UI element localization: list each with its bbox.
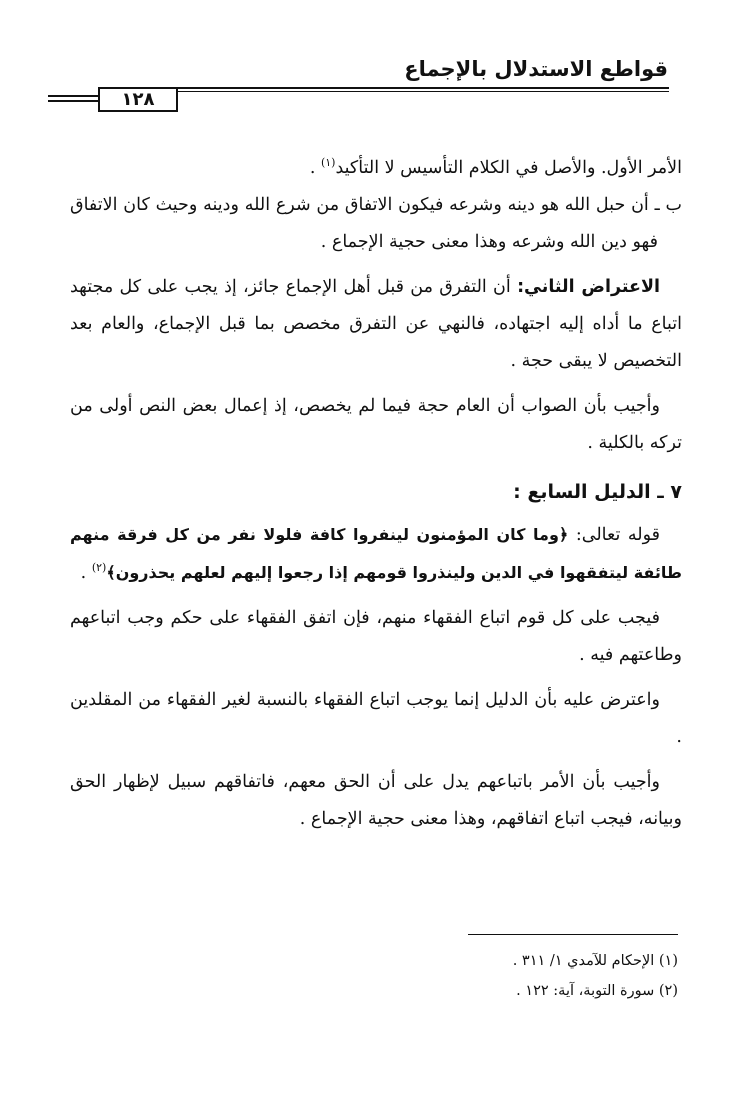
page-body [70, 150, 682, 838]
paragraph-1-end: . [309, 158, 321, 178]
footnote-separator [468, 934, 678, 935]
paragraph-8: وأجيب بأن الأمر باتباعهم يدل على أن الحق معهم، فاتفاقهم سبيل لإظهار الحق وبيانه، فيجب اتباع اتفاقهم، وهذا معنى حجية الإجماع . [70, 772, 682, 829]
quran-verse: ﴿وما كان المؤمنون لينفروا كافة فلولا نفر من كل فرقة منهم طائفة ليتفقهوا في الدين ولينذروا قومهم إذا رجعوا إليهم لعلهم يحذرون﴾ [70, 525, 682, 582]
paragraph-5 [70, 516, 682, 592]
header-rule-thin [98, 91, 669, 92]
paragraph-6: فيجب على كل قوم اتباع الفقهاء منهم، فإن اتفق الفقهاء على حكم وجب اتباعهم وطاعتهم فيه . [70, 608, 682, 665]
section-heading: ٧ ـ الدليل السابع : [513, 481, 682, 503]
footnote-1: (١) الإحكام للآمدي ١/ ٣١١ . [512, 953, 678, 969]
paragraph-1 [70, 150, 682, 187]
paragraph-7: واعترض عليه بأن الدليل إنما يوجب اتباع الفقهاء بالنسبة لغير الفقهاء من المقلدين . [70, 690, 682, 747]
running-header-title: قواطع الاستدلال بالإجماع [404, 57, 668, 81]
paragraph-3-text: أن التفرق من قبل أهل الإجماع جائز، إذ يجب على كل مجتهد اتباع ما أداه إليه اجتهاده، فالنهي عن التفرق مخصص بما قبل الإجماع، والعام بعد التخصيص لا يبقى حجة . [70, 277, 682, 371]
page-number: ١٢٨ [98, 87, 178, 112]
footnote-2: (٢) سورة التوبة، آية: ١٢٢ . [516, 983, 678, 999]
header-double-rule-left [48, 95, 98, 105]
header-rule [98, 87, 669, 89]
footnote-ref-2: (٢) [91, 561, 107, 575]
footnotes [278, 946, 678, 1006]
paragraph-1-text: الأمر الأول. والأصل في الكلام التأسيس لا التأكيد [335, 158, 682, 178]
footnote-ref-1: (١) [320, 156, 336, 170]
verse-intro: قوله تعالى: [568, 525, 660, 545]
paragraph-4: وأجيب بأن الصواب أن العام حجة فيما لم يخصص، إذ إعمال بعض النص أولى من تركه بالكلية . [70, 396, 682, 453]
objection-label: الاعتراض الثاني: [517, 277, 660, 297]
paragraph-2: ب ـ أن حبل الله هو دينه وشرعه فيكون الاتفاق من شرع الله ودينه وحيث كان الاتفاق فهو دين الله وشرعه وهذا معنى حجية الإجماع . [70, 195, 682, 252]
paragraph-3 [70, 269, 682, 380]
paragraph-5-end: . [80, 563, 92, 583]
